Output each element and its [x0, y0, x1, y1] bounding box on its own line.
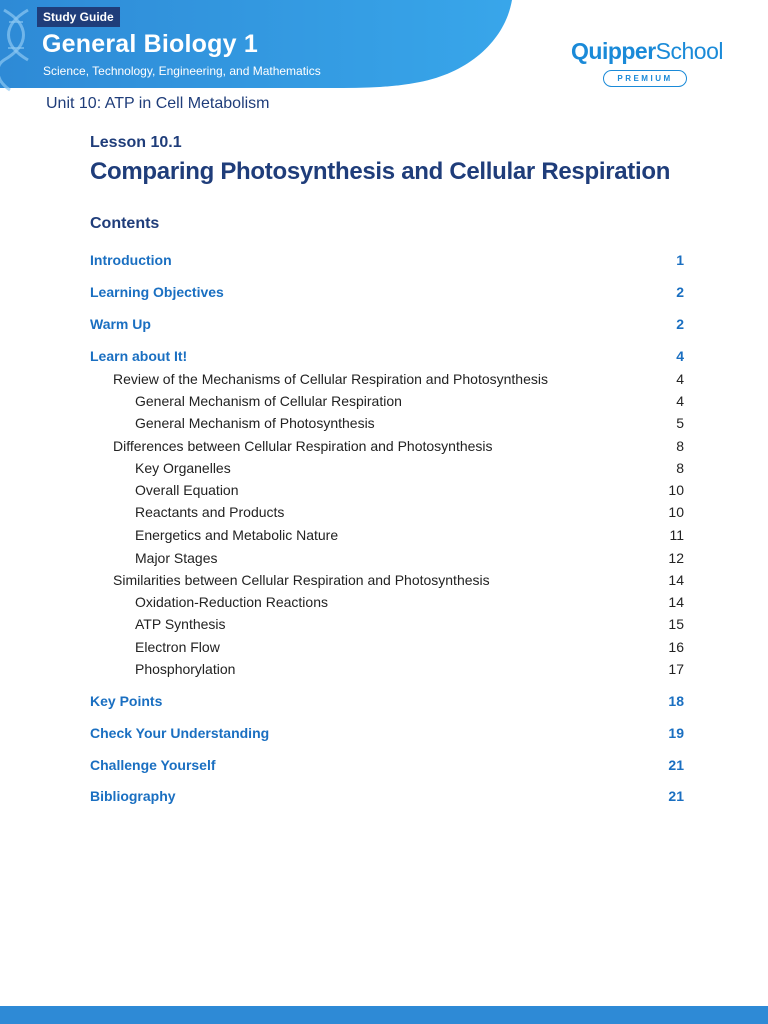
toc-entry-label: Phosphorylation: [135, 661, 236, 677]
toc-entry[interactable]: [135, 525, 684, 545]
toc-entry-page: 4: [676, 393, 684, 409]
course-title: General Biology 1: [42, 30, 258, 58]
toc-entry-page: 21: [668, 757, 684, 773]
toc-entry[interactable]: [90, 755, 684, 775]
toc-entry-label: Electron Flow: [135, 639, 220, 655]
toc-entry[interactable]: [135, 391, 684, 411]
toc-entry[interactable]: [135, 502, 684, 522]
toc-entry-label: Differences between Cellular Respiration and Photosynthesis: [113, 438, 493, 454]
course-subtitle: Science, Technology, Engineering, and Mathematics: [43, 64, 321, 78]
toc-entry-page: 16: [668, 639, 684, 655]
toc-entry-page: 12: [668, 550, 684, 566]
toc-entry-label: Energetics and Metabolic Nature: [135, 527, 339, 543]
toc-entry[interactable]: [135, 480, 684, 500]
toc-entry-page: 4: [676, 371, 684, 387]
logo-school: School: [655, 38, 723, 64]
toc-entry-page: 2: [676, 284, 684, 300]
toc-entry-page: 19: [668, 725, 684, 741]
toc-entry-page: 15: [668, 616, 684, 632]
toc-entry[interactable]: [90, 786, 684, 806]
toc-entry-label: Learning Objectives: [90, 284, 224, 300]
toc-entry-page: 4: [676, 348, 684, 364]
toc-entry-page: 11: [669, 527, 684, 543]
toc-entry[interactable]: [90, 691, 684, 711]
toc-entry[interactable]: [135, 548, 684, 568]
toc-entry-page: 5: [676, 415, 684, 431]
toc-entry-label: Major Stages: [135, 550, 218, 566]
toc-entry[interactable]: [135, 614, 684, 634]
unit-heading: Unit 10: ATP in Cell Metabolism: [46, 95, 270, 112]
premium-badge: PREMIUM: [603, 70, 687, 87]
toc-entry[interactable]: [90, 250, 684, 270]
toc-entry-label: Similarities between Cellular Respiration and Photosynthesis: [113, 572, 490, 588]
quipper-school-logo: [571, 38, 723, 65]
toc-entry[interactable]: [90, 314, 684, 334]
toc-entry-page: 18: [668, 693, 684, 709]
toc-entry-page: 10: [668, 482, 684, 498]
toc-entry-page: 8: [676, 438, 684, 454]
toc-entry-label: Review of the Mechanisms of Cellular Respiration and Photosynthesis: [113, 371, 548, 387]
toc-entry[interactable]: [135, 637, 684, 657]
toc-entry-page: 14: [668, 594, 684, 610]
toc-entry[interactable]: [135, 659, 684, 679]
toc-entry[interactable]: [113, 369, 684, 389]
toc-entry-page: 1: [676, 252, 684, 268]
study-guide-tag: Study Guide: [37, 7, 120, 27]
toc-entry[interactable]: [113, 570, 684, 590]
toc-entry[interactable]: [113, 436, 684, 456]
toc-entry-label: Check Your Understanding: [90, 725, 270, 741]
toc-entry-label: Warm Up: [90, 316, 151, 332]
toc-entry[interactable]: [90, 282, 684, 302]
toc-entry-page: 2: [676, 316, 684, 332]
dna-helix-icon: [0, 0, 40, 96]
toc-entry-label: General Mechanism of Photosynthesis: [135, 415, 375, 431]
lesson-title: Comparing Photosynthesis and Cellular Respiration: [90, 158, 671, 185]
toc-entry[interactable]: [135, 413, 684, 433]
toc-entry-label: Oxidation-Reduction Reactions: [135, 594, 328, 610]
toc-entry-page: 14: [668, 572, 684, 588]
toc-entry-label: Challenge Yourself: [90, 757, 216, 773]
toc-entry[interactable]: [135, 592, 684, 612]
toc-entry-label: Reactants and Products: [135, 504, 285, 520]
toc-entry-label: Bibliography: [90, 788, 176, 804]
toc-entry-label: Learn about It!: [90, 348, 188, 364]
footer-bar: [0, 1006, 768, 1024]
lesson-number: Lesson 10.1: [90, 134, 182, 151]
toc-entry-label: Overall Equation: [135, 482, 239, 498]
toc-entry[interactable]: [135, 458, 684, 478]
toc-entry-page: 21: [668, 788, 684, 804]
contents-heading: Contents: [90, 215, 160, 232]
toc-entry-label: General Mechanism of Cellular Respiration: [135, 393, 402, 409]
toc-entry-label: Key Organelles: [135, 460, 231, 476]
toc-entry[interactable]: [90, 346, 684, 366]
toc-entry[interactable]: [90, 723, 684, 743]
toc-entry-label: Introduction: [90, 252, 172, 268]
toc-entry-page: 17: [668, 661, 684, 677]
logo-brand: Quipper: [571, 38, 656, 64]
toc-entry-page: 8: [676, 460, 684, 476]
toc-entry-page: 10: [668, 504, 684, 520]
toc-entry-label: ATP Synthesis: [135, 616, 226, 632]
toc-entry-label: Key Points: [90, 693, 163, 709]
